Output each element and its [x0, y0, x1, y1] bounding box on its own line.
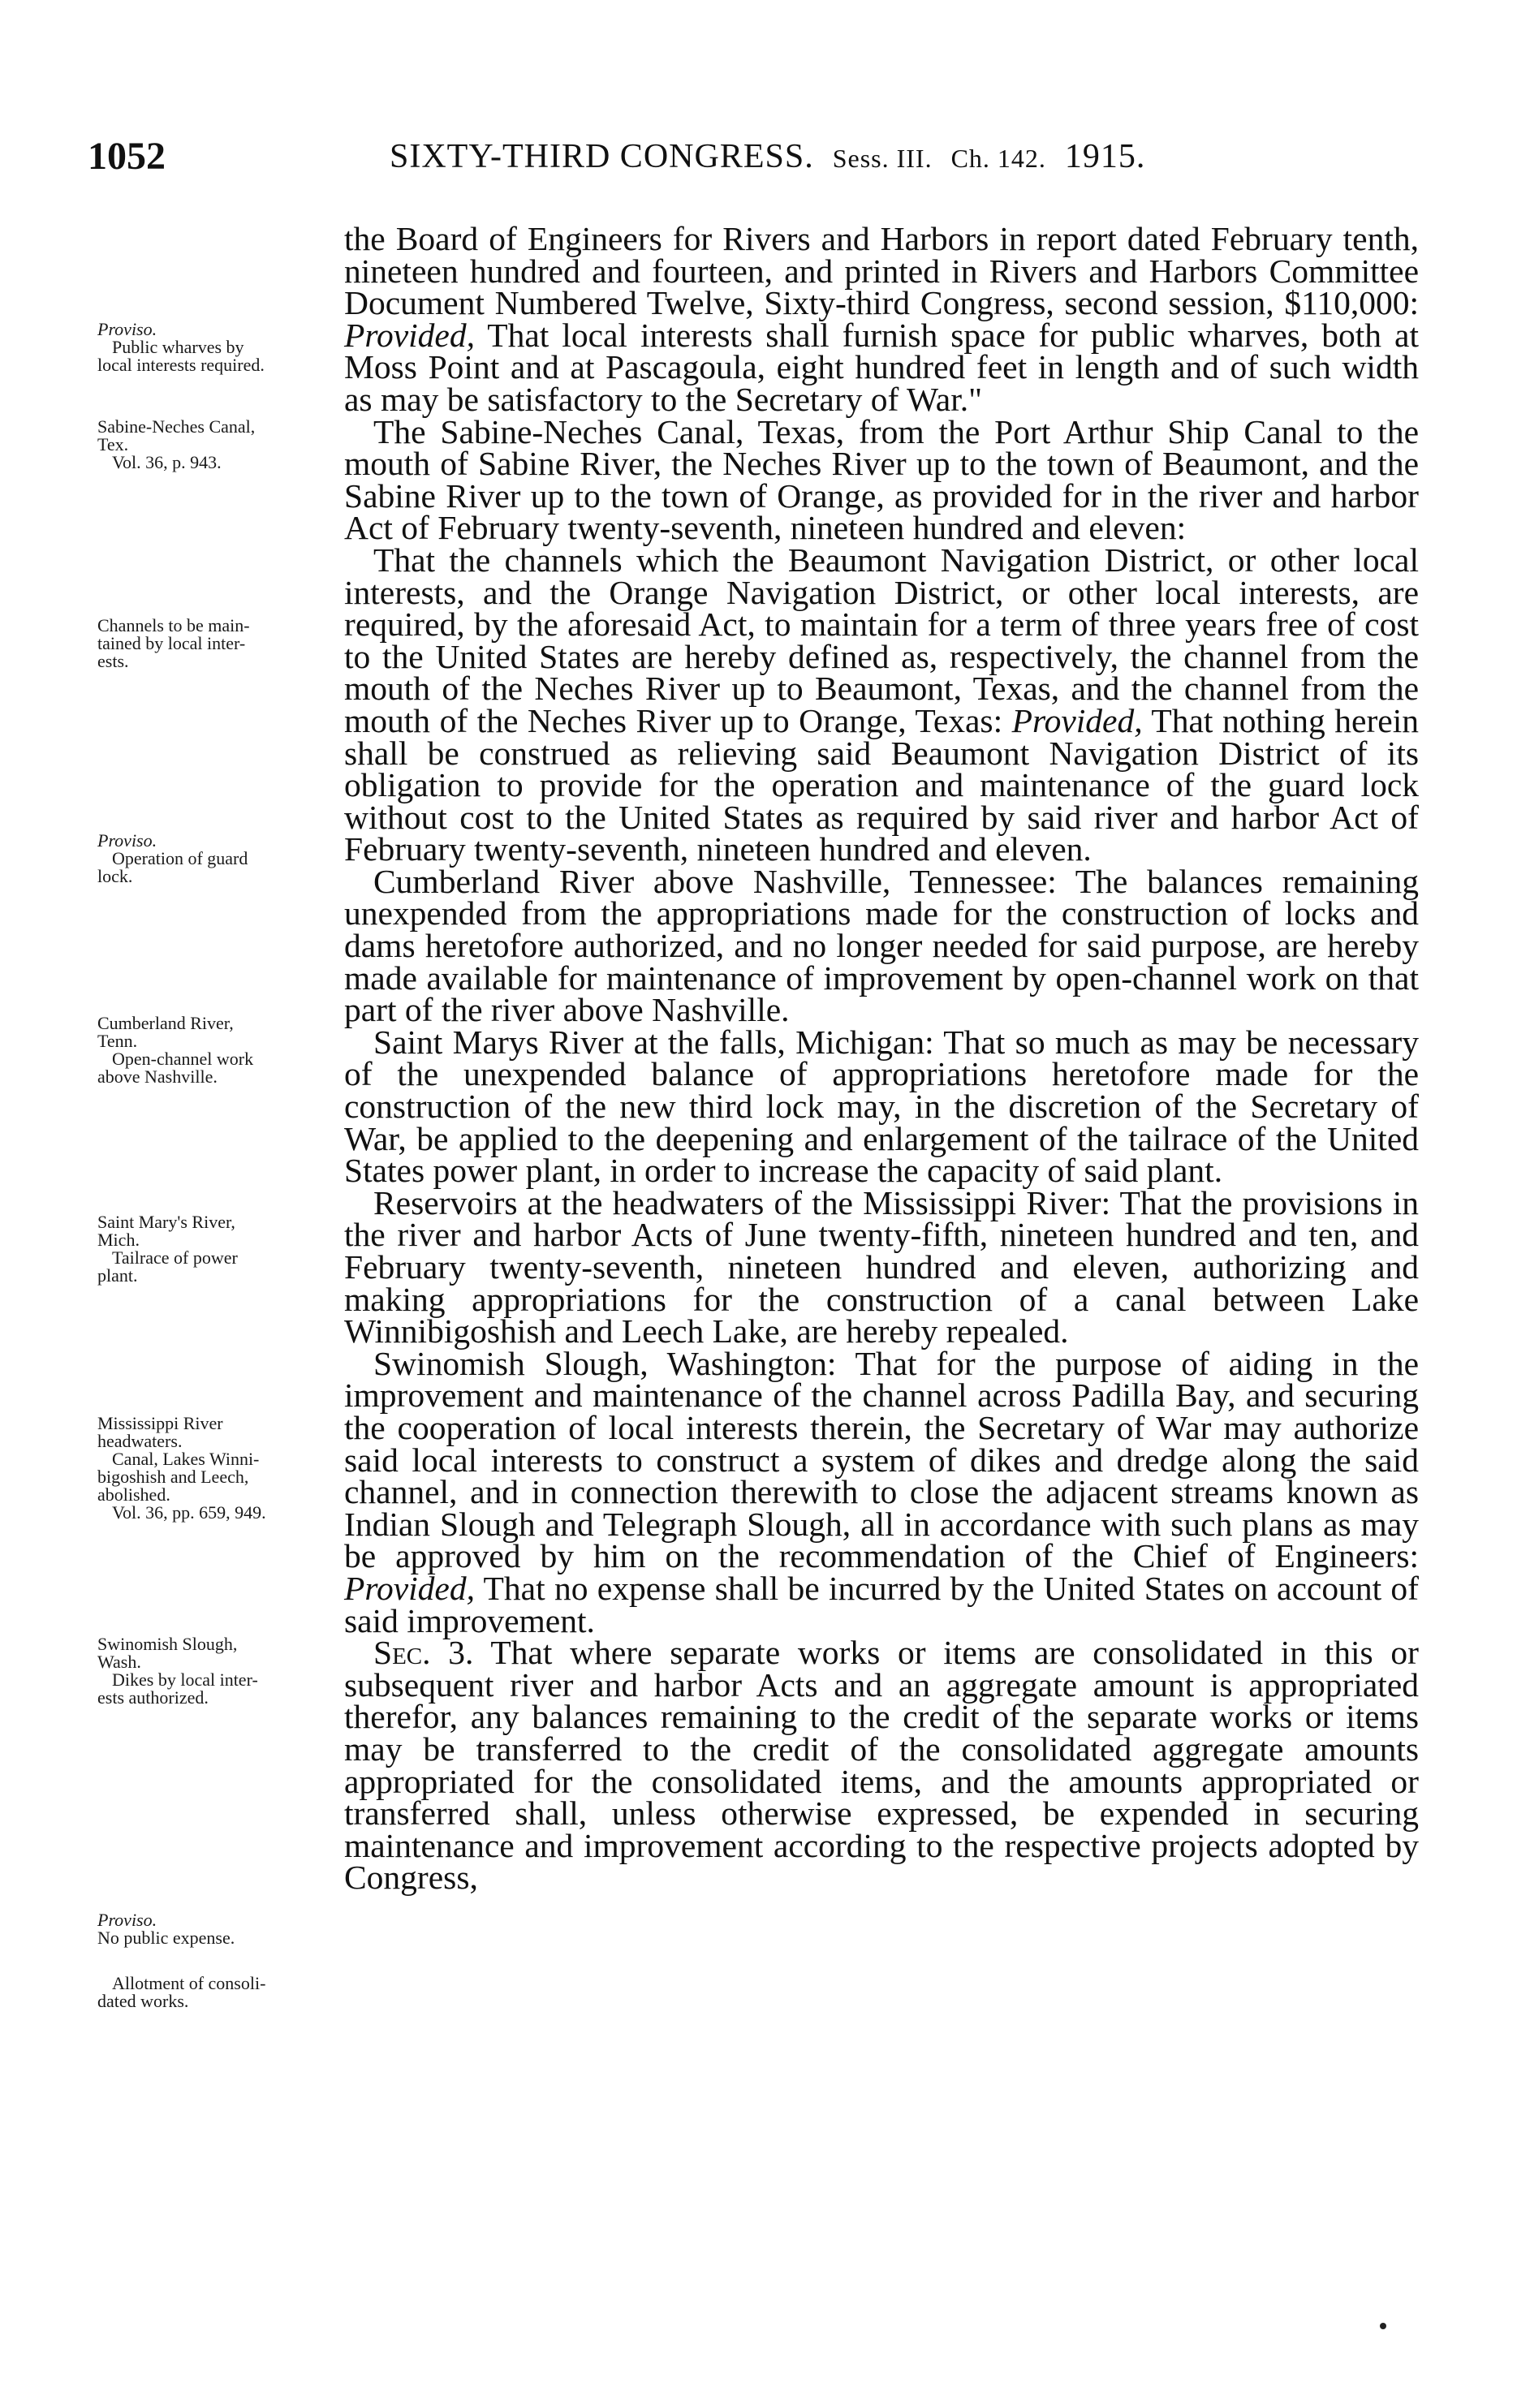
paragraph [344, 1634, 1419, 1897]
paragraph [344, 1183, 1419, 1350]
margin-note-line: headwaters. [97, 1431, 183, 1451]
margin-note-line: Open-channel work [112, 1049, 254, 1069]
session-label: Sess. III. [832, 144, 933, 173]
year-label: 1915. [1064, 138, 1146, 175]
margin-note-line: Swinomish Slough, [97, 1634, 238, 1654]
margin-note-line: Dikes by local inter- [112, 1669, 258, 1690]
margin-note [97, 617, 334, 670]
margin-note-line: Tenn. [97, 1031, 138, 1051]
chapter-label: Ch. 142. [950, 144, 1046, 173]
paragraph-text: the Board of Engineers for Rivers and Harbors in report dated February tenth, nineteen hundred and fourteen, and printed in Rivers and Harbors Committee Document Numbered Twelve, Sixty-third Congress, second session, $110,000: [344, 220, 1419, 322]
paragraph [344, 541, 1419, 868]
margin-note-line: Proviso. [97, 319, 157, 339]
margin-note-line: Vol. 36, p. 943. [112, 452, 222, 472]
margin-note [97, 1635, 334, 1707]
margin-note-line: ests authorized. [97, 1687, 209, 1708]
margin-note-line: tained by local inter- [97, 633, 246, 653]
proviso-emphasis: Provided, [1011, 701, 1143, 739]
print-mark [1380, 2323, 1386, 2329]
margin-note-line: Proviso. [97, 830, 157, 851]
margin-note-line: plant. [97, 1265, 138, 1286]
margin-note-line: Public wharves by [112, 337, 244, 357]
running-head [390, 137, 1145, 176]
paragraph-text: That nothing herein shall be construed as relieving said Beaumont Navigation District of its obligation to provide for the operation and maintenance of the guard lock without cost to the United States as required by said river and harbor Act of February twenty-seventh, nineteen hundred and eleven. [344, 701, 1419, 868]
main-text [344, 220, 1419, 1897]
margin-note [97, 1213, 334, 1285]
margin-note-line: Proviso. [97, 1910, 157, 1930]
proviso-emphasis: Provided, [344, 1569, 475, 1607]
proviso-emphasis: Provided, [344, 316, 475, 354]
paragraph-text: Swinomish Slough, Washington: That for the purpose of aiding in the improvement and maintenance of the channel across Padilla Bay, and securing the cooperation of local interests therein, the Secretary of War may authorize said local interests to construct a system of dikes and dredge along the said channel, and in connection therewith to close the adjacent streams known as Indian Slough and Telegraph Slough, all in accordance with such plans as may be approved by him on the recommendation of the Chief of Engineers: [344, 1344, 1419, 1575]
congress-title: SIXTY-THIRD CONGRESS. [390, 138, 814, 175]
margin-note-line: Channels to be main- [97, 615, 250, 635]
margin-note-line: Tex. [97, 434, 129, 454]
margin-note [97, 321, 334, 374]
paragraph [344, 220, 1419, 418]
section-label: Sec. 3. [373, 1634, 474, 1672]
margin-note-line: Saint Mary's River, [97, 1212, 235, 1232]
margin-note-line: Tailrace of power [112, 1247, 238, 1268]
paragraph [344, 1023, 1419, 1190]
margin-note-line: abolished. [97, 1484, 170, 1505]
margin-note-line: above Nashville. [97, 1066, 218, 1087]
margin-note [97, 418, 334, 472]
paragraph [344, 412, 1419, 547]
margin-note-line: Mississippi River [97, 1413, 223, 1433]
margin-note-line: Operation of guard [112, 848, 248, 868]
paragraph-text: That local interests shall furnish space for public wharves, both at Moss Point and at Pascagoula, eight hundred feet in length and of such width as may be satisfactory to the Secretary of War." [344, 316, 1419, 418]
margin-note [97, 1014, 334, 1086]
paragraph-text: That the channels which the Beaumont Navigation District, or other local interests, and the Orange Navigation District, or other local interests, are required, by the aforesaid Act, to maintain for a term of three years free of cost to the United States are hereby defined as, respectively, the channel from the mouth of the Neches River up to Beaumont, Texas, and the channel from the mouth of the Neches River up to Orange, Texas: [344, 541, 1419, 739]
page-number: 1052 [88, 135, 166, 178]
margin-note [97, 832, 334, 885]
page-header [88, 134, 1427, 183]
paragraph-text: Cumberland River above Nashville, Tennessee: The balances remaining unexpended from the appropriations made for the construction of locks and dams heretofore authorized, and no longer needed for said purpose, are hereby made available for maintenance of improvement by open-channel work on that part of the river above Nashville. [344, 862, 1419, 1029]
paragraph-text: The Sabine-Neches Canal, Texas, from the Port Arthur Ship Canal to the mouth of Sabine River, the Neches River up to the town of Beaumont, and the Sabine River up to the town of Orange, as provided for in the river and harbor Act of February twenty-seventh, nineteen hundred and eleven: [344, 412, 1419, 547]
margin-note-line: dated works. [97, 1991, 189, 2011]
paragraph-text: That no expense shall be incurred by the United States on account of said improvement. [344, 1569, 1419, 1639]
paragraph [344, 862, 1419, 1029]
paragraph [344, 1344, 1419, 1639]
paragraph-text: Reservoirs at the headwaters of the Mississippi River: That the provisions in the river and harbor Acts of June twenty-fifth, nineteen hundred and ten, and February twenty-seventh, nineteen hundred and eleven, authorizing and making appropriations for the construction of a canal between Lake Winnibigoshish and Leech Lake, are hereby repealed. [344, 1183, 1419, 1350]
margin-note-line: ests. [97, 651, 129, 671]
margin-note-line: Allotment of consoli- [112, 1973, 266, 1993]
margin-note-line: Cumberland River, [97, 1013, 234, 1033]
margin-note [97, 1911, 334, 1947]
margin-note [97, 1975, 334, 2010]
paragraph-text: Saint Marys River at the falls, Michigan: That so much as may be necessary of the unexpended balance of appropriations heretofore made for the construction of the new third lock may, in the discretion of the Secretary of War, be applied to the deepening and enlargement of the tailrace of the United States power plant, in order to increase the capacity of said plant. [344, 1023, 1419, 1190]
margin-note-line: Canal, Lakes Winni- [112, 1449, 260, 1469]
margin-note [97, 1415, 334, 1522]
margin-note-line: Sabine-Neches Canal, [97, 416, 256, 437]
margin-note-line: Vol. 36, pp. 659, 949. [112, 1502, 266, 1523]
paragraph-text: That where separate works or items are consolidated in this or subsequent river and harbor Acts and an aggregate amount is appropriated therefor, any balances remaining to the credit of the separate works or items may be transferred to the credit of the consolidated aggregate amounts appropriated for the consolidated items, and the amounts appropriated or transferred shall, unless otherwise expressed, be expended in securing maintenance and improvement according to the respective projects adopted by Congress, [344, 1634, 1419, 1897]
margin-note-line: bigoshish and Leech, [97, 1467, 249, 1487]
margin-note-line: lock. [97, 866, 133, 886]
margin-note-line: Wash. [97, 1652, 141, 1672]
margin-note-line: Mich. [97, 1230, 140, 1250]
margin-note-line: No public expense. [97, 1928, 235, 1948]
margin-note-line: local interests required. [97, 355, 265, 375]
